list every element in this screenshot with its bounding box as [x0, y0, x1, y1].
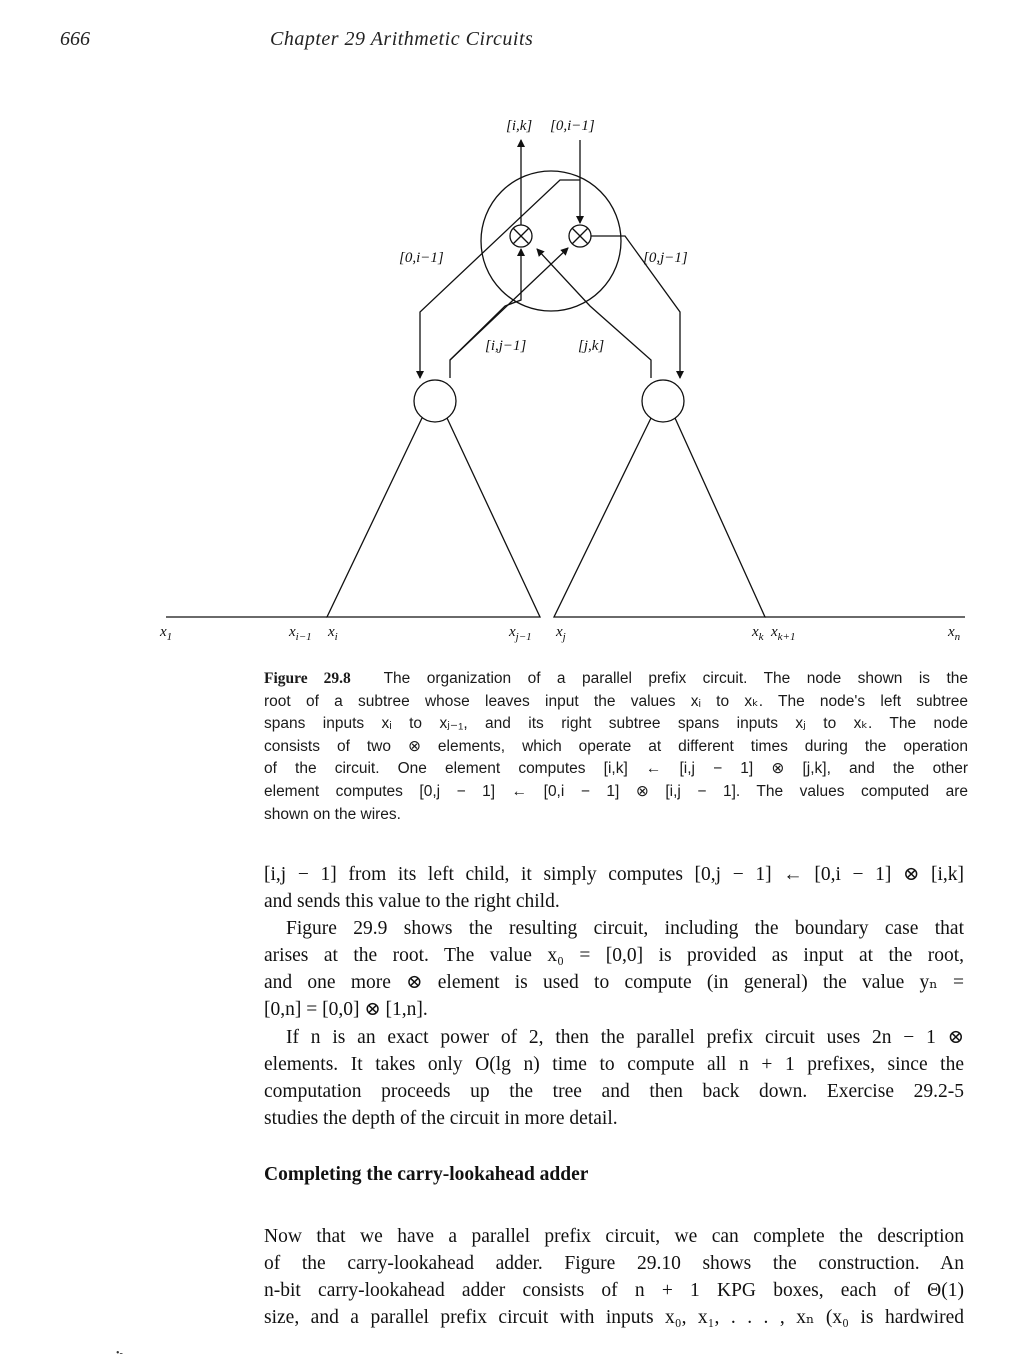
label-top-ik: [i,k] [506, 118, 533, 134]
input-xj1: $x_{j-1}$ [509, 624, 532, 643]
label-wire-ij1: [i,j−1] [485, 338, 527, 354]
label-wire-0j1: [0,j−1] [643, 250, 688, 266]
input-xi1: $x_{i-1}$ [289, 624, 312, 643]
left-subtree-triangle [327, 418, 540, 617]
right-child-node [642, 380, 684, 422]
input-xk1: $x_{k+1}$ [771, 624, 796, 643]
paragraph-power-of-two [264, 1024, 964, 1132]
caption-line: element computes [0,j − 1] ← [0,i − 1] ⊗ [i,j − 1]. The values computed are [264, 782, 968, 800]
paragraph-root-boundary [264, 915, 964, 1023]
text-line: studies the depth of the circuit in more detail. [264, 1108, 618, 1129]
text-line: computation proceeds up the tree and then back down. Exercise 29.2-5 [264, 1081, 964, 1102]
text-line: arises at the root. The value x₀ = [0,0] is provided as input at the root, [264, 945, 964, 966]
page-footmark: •- [116, 1348, 123, 1359]
label-top-0i1: [0,i−1] [550, 118, 595, 134]
input-xn: $x_n$ [948, 624, 961, 643]
input-xj: $x_j$ [556, 624, 566, 643]
input-xk: $x_k$ [752, 624, 764, 643]
caption-line: shown on the wires. [264, 805, 401, 823]
text-line: elements. It takes only O(lg n) time to compute all n + 1 prefixes, since the [264, 1054, 964, 1075]
text-line: [i,j − 1] from its left child, it simply computes [0,j − 1] ← [0,i − 1] ⊗ [i,k] [264, 864, 964, 885]
parallel-prefix-figure [0, 0, 1011, 660]
page-number: 666 [60, 28, 90, 50]
input-x1: $x_1$ [160, 624, 173, 643]
caption-line: root of a subtree whose leaves input the values xᵢ to xₖ. The node's left subtree [264, 692, 968, 710]
text-line: [0,n] = [0,0] ⊗ [1,n]. [264, 999, 428, 1020]
caption-line: Figure 29.8 The organization of a parallel prefix circuit. The node shown is the [264, 670, 968, 687]
right-subtree-triangle [554, 418, 765, 617]
input-xi: $x_i$ [328, 624, 338, 643]
wire-right-child-jk [537, 249, 651, 378]
text-line: n-bit carry-lookahead adder consists of n + 1 KPG boxes, each of Θ(1) [264, 1280, 964, 1301]
figure-caption [264, 668, 968, 826]
text-line: and sends this value to the right child. [264, 891, 560, 912]
label-wire-0i1: [0,i−1] [399, 250, 444, 266]
text-line: size, and a parallel prefix circuit with inputs x₀, x₁, . . . , xₙ (x₀ is hardwired [264, 1307, 964, 1328]
caption-line: of the circuit. One element computes [i,k] ← [i,j − 1] ⊗ [j,k], and the other [264, 760, 968, 778]
text-line: of the carry-lookahead adder. Figure 29.10 shows the construction. An [264, 1253, 964, 1274]
text-line: Now that we have a parallel prefix circuit, we can complete the description [264, 1226, 964, 1247]
caption-line: spans inputs xᵢ to xⱼ₋₁, and its right subtree spans inputs xⱼ to xₖ. The node [264, 715, 968, 733]
figure-label: Figure 29.8 [264, 670, 351, 687]
chapter-title: Chapter 29 Arithmetic Circuits [270, 28, 534, 50]
label-wire-jk: [j,k] [578, 338, 605, 354]
text-line: and one more ⊗ element is used to compute (in general) the value yₙ = [264, 972, 964, 993]
text-line: If n is an exact power of 2, then the parallel prefix circuit uses 2n − 1 ⊗ [286, 1027, 964, 1048]
paragraph-continuation [264, 861, 964, 915]
text-line: Figure 29.9 shows the resulting circuit, including the boundary case that [286, 918, 964, 939]
section-heading: Completing the carry-lookahead adder [264, 1164, 589, 1185]
root-node-circle [481, 171, 621, 311]
caption-line: consists of two ⊗ elements, which operate at different times during the operation [264, 737, 968, 755]
paragraph-carry-lookahead [264, 1223, 964, 1331]
left-child-node [414, 380, 456, 422]
wire-left-child-ij1 [450, 249, 521, 378]
